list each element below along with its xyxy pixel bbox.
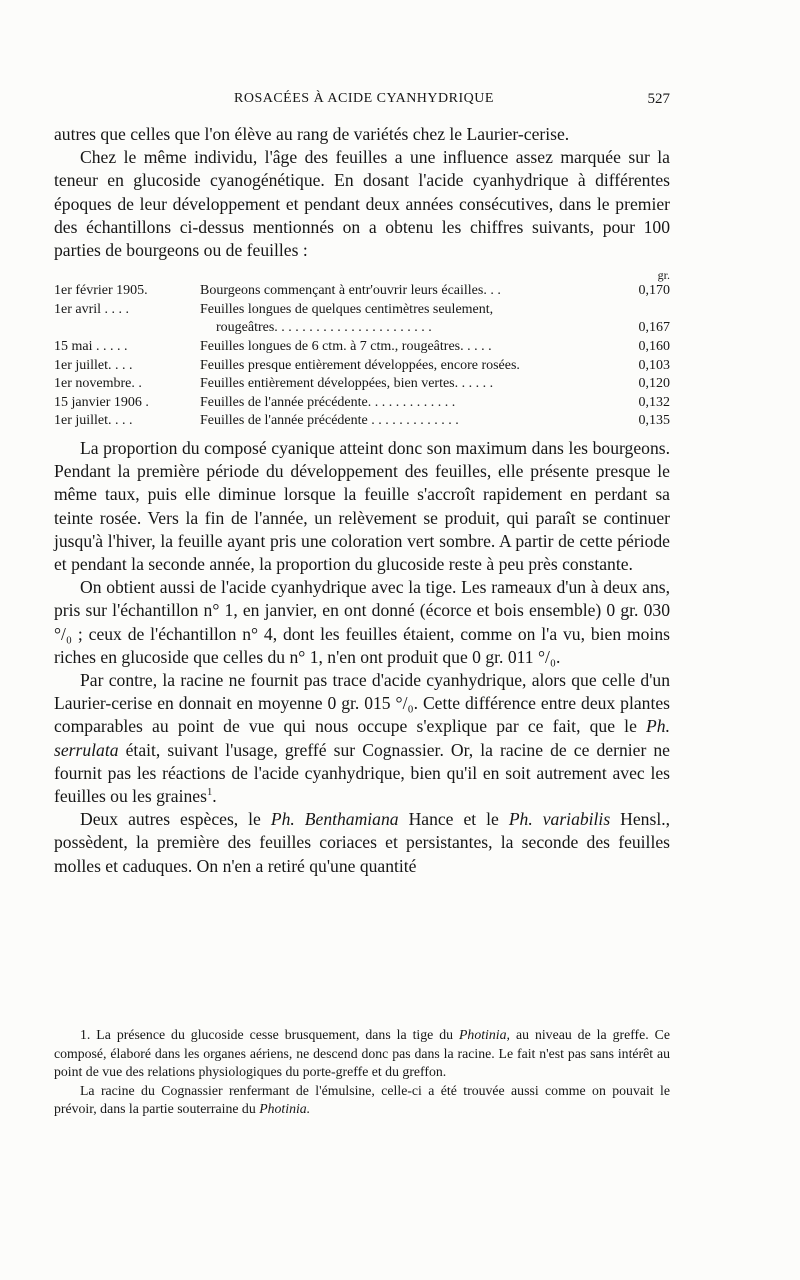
page-number: 527 bbox=[647, 91, 670, 107]
table-row bbox=[54, 357, 670, 376]
measurement-table bbox=[54, 262, 670, 431]
paragraph-6-text-b: Hance et le bbox=[408, 809, 499, 830]
species-name: Ph. serrulata bbox=[54, 716, 670, 760]
table-unit: gr. bbox=[657, 268, 670, 283]
table-date: 1er juillet. . . . bbox=[54, 357, 133, 373]
table-desc: Feuilles de l'année précédente. . . . . . . . . . . . . bbox=[200, 394, 456, 410]
footnote-2 bbox=[54, 1082, 670, 1119]
table-value: 0,170 bbox=[638, 283, 670, 299]
paragraph-2: Chez le même individu, l'âge des feuilles a une influence assez marquée sur la teneur en glucoside cyanogénétique. En dosant l'acide cyanhydrique à différentes époques de leur développement et pendant deux années consécutives, dans le premier des échantillons ci-dessus mentionnés on a obtenu les chiffres suivants, pour 100 parties de bourgeons ou de feuilles : bbox=[54, 147, 670, 261]
table-desc: Feuilles longues de 6 ctm. à 7 ctm., rougeâtres. . . . . bbox=[200, 339, 492, 354]
footnotes bbox=[54, 1026, 670, 1119]
table-row bbox=[54, 394, 670, 413]
footnote-1-text-a: 1. La présence du glucoside cesse brusquement, dans la tige du bbox=[80, 1027, 454, 1042]
table-row bbox=[54, 412, 670, 431]
paragraph-3: La proportion du composé cyanique atteint donc son maximum dans les bourgeons. Pendant la première période du développement des feuilles, elle présente presque le même taux, puis elle diminue lorsque la feuille s'accroît rapidement en perdant sa teinte rosée. Vers la fin de l'année, un relèvement se produit, qui paraît se continuer jusqu'à l'hiver, la feuille ayant pris une coloration vert sombre. A partir de cette période et pendant la seconde année, la proportion du glucoside reste à peu près constante. bbox=[54, 437, 670, 574]
table-date: 1er avril . . . . bbox=[54, 301, 130, 317]
table-date bbox=[54, 319, 200, 338]
table-value: 0,103 bbox=[638, 357, 670, 373]
table-value: 0,160 bbox=[638, 339, 670, 354]
table-row bbox=[54, 319, 670, 338]
table-date: 15 janvier 1906 . bbox=[54, 394, 149, 410]
table-date: 15 mai . . . . . bbox=[54, 339, 128, 354]
paragraph-6-text-c: Hensl., possèdent, la première des feuilles coriaces et persistantes, la seconde des feuilles molles et caduques. On n'en a retiré qu'une quantité bbox=[54, 809, 670, 876]
table-desc: Feuilles entièrement développées, bien vertes. . . . . . bbox=[200, 376, 494, 392]
paragraph-4: On obtient aussi de l'acide cyanhydrique avec la tige. Les rameaux d'un à deux ans, pris sur l'échantillon n° 1, en janvier, en ont donné (écorce et bois ensemble) 0 gr. 030 °/₀ ; ceux de l'échantillon n° 4, dont les feuilles étaient, comme on l'a vu, bien moins riches en glucoside que celles du n° 1, n'en ont produit que 0 gr. 011 °/₀. bbox=[54, 577, 670, 667]
footnote-1 bbox=[54, 1026, 670, 1082]
header-title: ROSACÉES À ACIDE CYANHYDRIQUE bbox=[234, 91, 494, 106]
table-row bbox=[54, 375, 670, 394]
paragraph-5 bbox=[54, 669, 670, 808]
species-name: Ph. variabilis bbox=[508, 809, 611, 830]
table-desc: rougeâtres. . . . . . . . . . . . . . . . . . . . . . . bbox=[216, 320, 432, 336]
table-desc: Feuilles de l'année précédente . . . . . . . . . . . . . bbox=[200, 413, 459, 429]
table-value: 0,120 bbox=[638, 376, 670, 392]
table-row bbox=[54, 338, 670, 357]
table-row bbox=[54, 301, 670, 320]
genus-name: Photinia. bbox=[259, 1101, 311, 1117]
paragraph-6-text-a: Deux autres espèces, le bbox=[80, 809, 261, 830]
running-header bbox=[54, 91, 670, 111]
table-date: 1er novembre. . bbox=[54, 376, 142, 392]
species-name: Ph. Benthamiana bbox=[270, 809, 399, 830]
footnote-1-text-b: au niveau de la greffe. Ce composé, élaboré dans les organes aériens, ne descend donc pas dans la racine. Le fait n'est pas sans intérêt au point de vue des relations physiologiques du porte-greffe et du greffon. bbox=[54, 1027, 671, 1080]
paragraph-6 bbox=[54, 808, 670, 878]
table-value: 0,167 bbox=[638, 320, 670, 336]
table-desc: Bourgeons commençant à entr'ouvrir leurs écailles. . . bbox=[200, 283, 501, 299]
genus-name: Photinia, bbox=[459, 1027, 510, 1042]
table-value: 0,132 bbox=[638, 394, 670, 410]
table-desc: Feuilles presque entièrement développées, encore rosées. bbox=[200, 357, 520, 373]
footnote-2-text-a: La racine du Cognassier renfermant de l'émulsine, celle-ci a été trouvée aussi comme on pouvait le prévoir, dans la partie souterraine du bbox=[54, 1082, 670, 1117]
paragraph-5-text-a: Par contre, la racine ne fournit pas trace d'acide cyanhydrique, alors que celle d'un Laurier-cerise en donnait en moyenne 0 gr. 015 °/₀. Cette différence entre deux plantes comparables au point de vue qui nous occupe s'explique par ce fait, que le bbox=[54, 670, 670, 737]
paragraph-5-text-b: était, suivant l'usage, greffé sur Cognassier. Or, la racine de ce dernier ne fournit pas les réactions de l'acide cyanhydrique, bien qu'il en soit autrement avec les feuilles ou les graines bbox=[54, 739, 670, 807]
paragraph-5-end: . bbox=[212, 786, 217, 807]
table-row bbox=[54, 282, 670, 301]
table-value: 0,135 bbox=[638, 413, 670, 429]
paragraph-1: autres que celles que l'on élève au rang de variétés chez le Laurier-cerise. bbox=[54, 124, 570, 144]
footnote-ref[interactable]: 1 bbox=[206, 787, 213, 799]
table-desc: Feuilles longues de quelques centimètres seulement, bbox=[200, 301, 494, 317]
table-value bbox=[622, 301, 670, 320]
table-date: 1er février 1905. bbox=[54, 283, 148, 299]
table-date: 1er juillet. . . . bbox=[54, 413, 133, 429]
main-text bbox=[54, 123, 670, 878]
